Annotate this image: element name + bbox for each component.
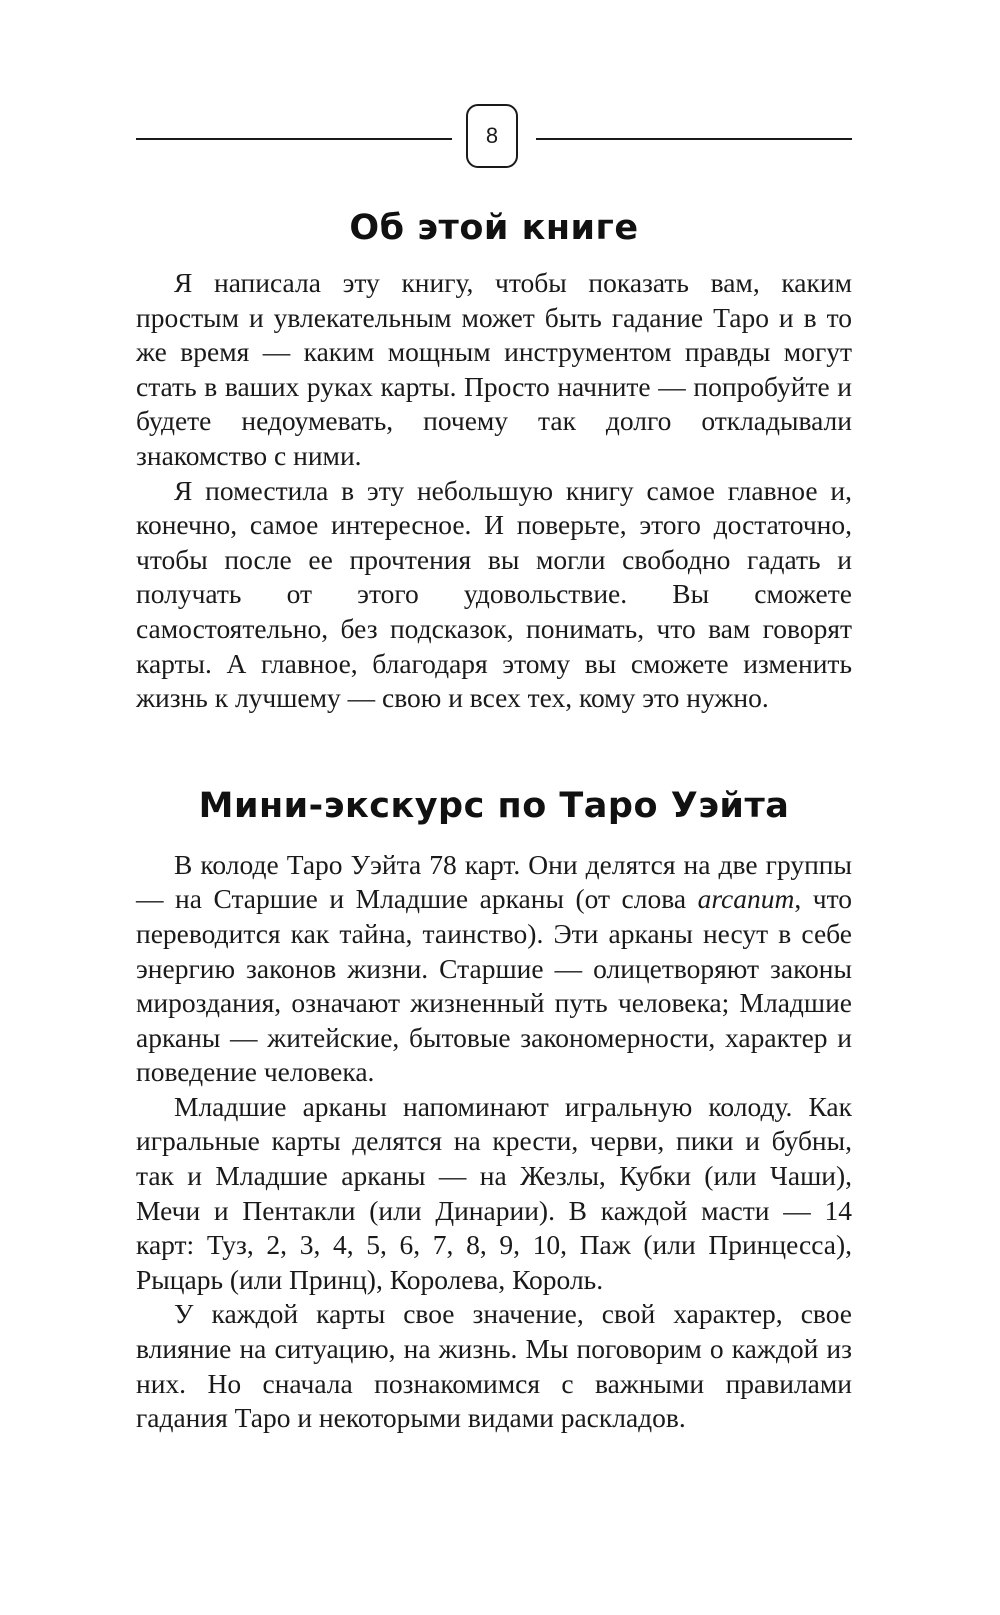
section-title-tarot-excursion: Мини-экскурс по Таро Уэйта <box>198 785 790 826</box>
paragraph-text: В колоде Таро Уэйта 78 карт. Они делятся на две группы — на Старшие и Младшие арканы (от слова <box>136 848 852 915</box>
header-rule-right <box>536 138 852 140</box>
header-rule-left <box>136 138 452 140</box>
latin-term: arcanum <box>697 883 795 915</box>
paragraph: Младшие арканы напоминают игральную колоду. Как игральные карты делятся на крести, черви, пики и бубны, так и Младшие арканы — на Жезлы, Кубки (или Чаши), Мечи и Пентакли (или Динарии). В каждой масти — 14 карт: Туз, 2, 3, 4, 5, 6, 7, 8, 9, 10, Паж (или Принцесса), Рыцарь (или Принц), Королева, Король. <box>136 1090 852 1295</box>
paragraph: Я поместила в эту небольшую книгу самое главное и, конечно, самое интересное. И поверьте, этого достаточно, чтобы после ее прочтения вы могли свободно гадать и получать от этого удовольствие. Вы сможете самостоятельно, без подсказок, понимать, что вам говорят карты. А главное, благодаря этому вы сможете изменить жизнь к лучшему — свою и всех тех, кому это нужно. <box>136 474 852 714</box>
section-about-book <box>136 202 852 716</box>
page-header <box>136 104 852 172</box>
page-number: 8 <box>466 104 518 168</box>
page-content <box>136 200 852 1436</box>
paragraph-text: , что переводится как тайна, таинство). Эти арканы несут в себе энергию законов жизни. Старшие — олицетворяют законы мироздания, означают жизненный путь человека; Младшие арканы — житейские, бытовые закономерности, характер и поведение человека. <box>136 883 852 1088</box>
section-title-about-book: Об этой книге <box>349 208 639 248</box>
paragraph: У каждой карты свое значение, свой характер, свое влияние на ситуацию, на жизнь. Мы поговорим о каждой из них. Но сначала познакомимся с важными правилами гадания Таро и некоторыми видами раскладов. <box>136 1298 852 1434</box>
section-tarot-excursion <box>136 780 852 1436</box>
paragraph <box>136 848 852 1090</box>
paragraph: Я написала эту книгу, чтобы показать вам, каким простым и увлекательным может быть гадание Таро и в то же время — каким мощным инструментом правды могут стать в ваших руках карты. Просто начните — попробуйте и будете недоумевать, почему так долго откладывали знакомство с ними. <box>136 267 852 471</box>
